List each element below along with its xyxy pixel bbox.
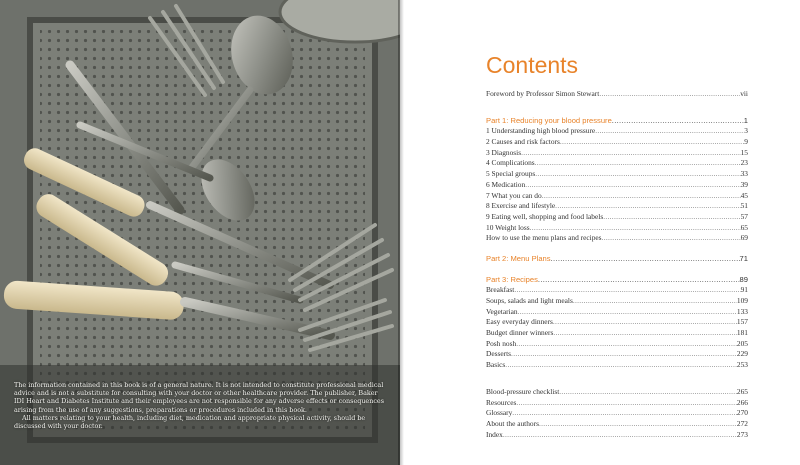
- toc-entry[interactable]: 6 Medication ..... 39: [486, 180, 748, 191]
- toc-part-1-heading[interactable]: Part 1: Reducing your blood pressure ..... 1: [486, 116, 748, 127]
- toc-list: [486, 89, 748, 440]
- toc-entry[interactable]: Budget dinner winners ..... 181: [486, 328, 748, 339]
- toc-entry-back-matter[interactable]: Glossary ..... 270: [486, 408, 748, 419]
- toc-part-3-heading[interactable]: Part 3: Recipes ..... 89: [486, 275, 748, 286]
- toc-part-2-heading[interactable]: Part 2: Menu Plans ..... 71: [486, 254, 748, 265]
- toc-entry[interactable]: 8 Exercise and lifestyle ..... 51: [486, 201, 748, 212]
- toc-entry-back-matter[interactable]: Index ..... 273: [486, 430, 748, 441]
- disclaimer-paragraph-1: The information contained in this book is of a general nature. It is not intended to constitute professional medical advice and is not a substitute for consulting with your doctor or other healthcare provider. The publisher, Baker IDI Heart and Diabetes Institute and their employees are not responsible for any adverse effects or consequences arising from the use of any suggestions, preparations or procedures included in this book.: [14, 381, 384, 414]
- toc-entry[interactable]: Desserts ..... 229: [486, 349, 748, 360]
- toc-entry[interactable]: Breakfast ..... 91: [486, 285, 748, 296]
- toc-entry[interactable]: Vegetarian ..... 133: [486, 307, 748, 318]
- toc-entry-back-matter[interactable]: Blood-pressure checklist ..... 265: [486, 387, 748, 398]
- toc-entry[interactable]: How to use the menu plans and recipes ..... 69: [486, 233, 748, 244]
- toc-entry-back-matter[interactable]: About the authors ..... 272: [486, 419, 748, 430]
- toc-entry[interactable]: 2 Causes and risk factors ..... 9: [486, 137, 748, 148]
- toc-entry[interactable]: 4 Complications ..... 23: [486, 158, 748, 169]
- toc-entry[interactable]: Posh nosh ..... 205: [486, 339, 748, 350]
- contents-title: Contents: [486, 52, 579, 78]
- toc-entry[interactable]: 3 Diagnosis ..... 15: [486, 148, 748, 159]
- toc-entry[interactable]: 1 Understanding high blood pressure ..... 3: [486, 126, 748, 137]
- toc-entry[interactable]: 5 Special groups ..... 33: [486, 169, 748, 180]
- toc-entry[interactable]: 7 What you can do ..... 45: [486, 191, 748, 202]
- toc-entry-back-matter[interactable]: Resources ..... 266: [486, 398, 748, 409]
- toc-entry[interactable]: 10 Weight loss ..... 65: [486, 223, 748, 234]
- toc-entry-foreword[interactable]: Foreword by Professor Simon Stewart ..... vii: [486, 89, 748, 100]
- toc-entry[interactable]: Easy everyday dinners ..... 157: [486, 317, 748, 328]
- toc-entry[interactable]: Basics ..... 253: [486, 360, 748, 371]
- toc-entry[interactable]: Soups, salads and light meals ..... 109: [486, 296, 748, 307]
- disclaimer-text: [14, 381, 386, 430]
- disclaimer-paragraph-2: All matters relating to your health, including diet, medication and appropriate physical activity, should be discussed with your doctor.: [14, 413, 366, 431]
- toc-entry[interactable]: 9 Eating well, shopping and food labels ..... 57: [486, 212, 748, 223]
- contents-page: [404, 0, 800, 465]
